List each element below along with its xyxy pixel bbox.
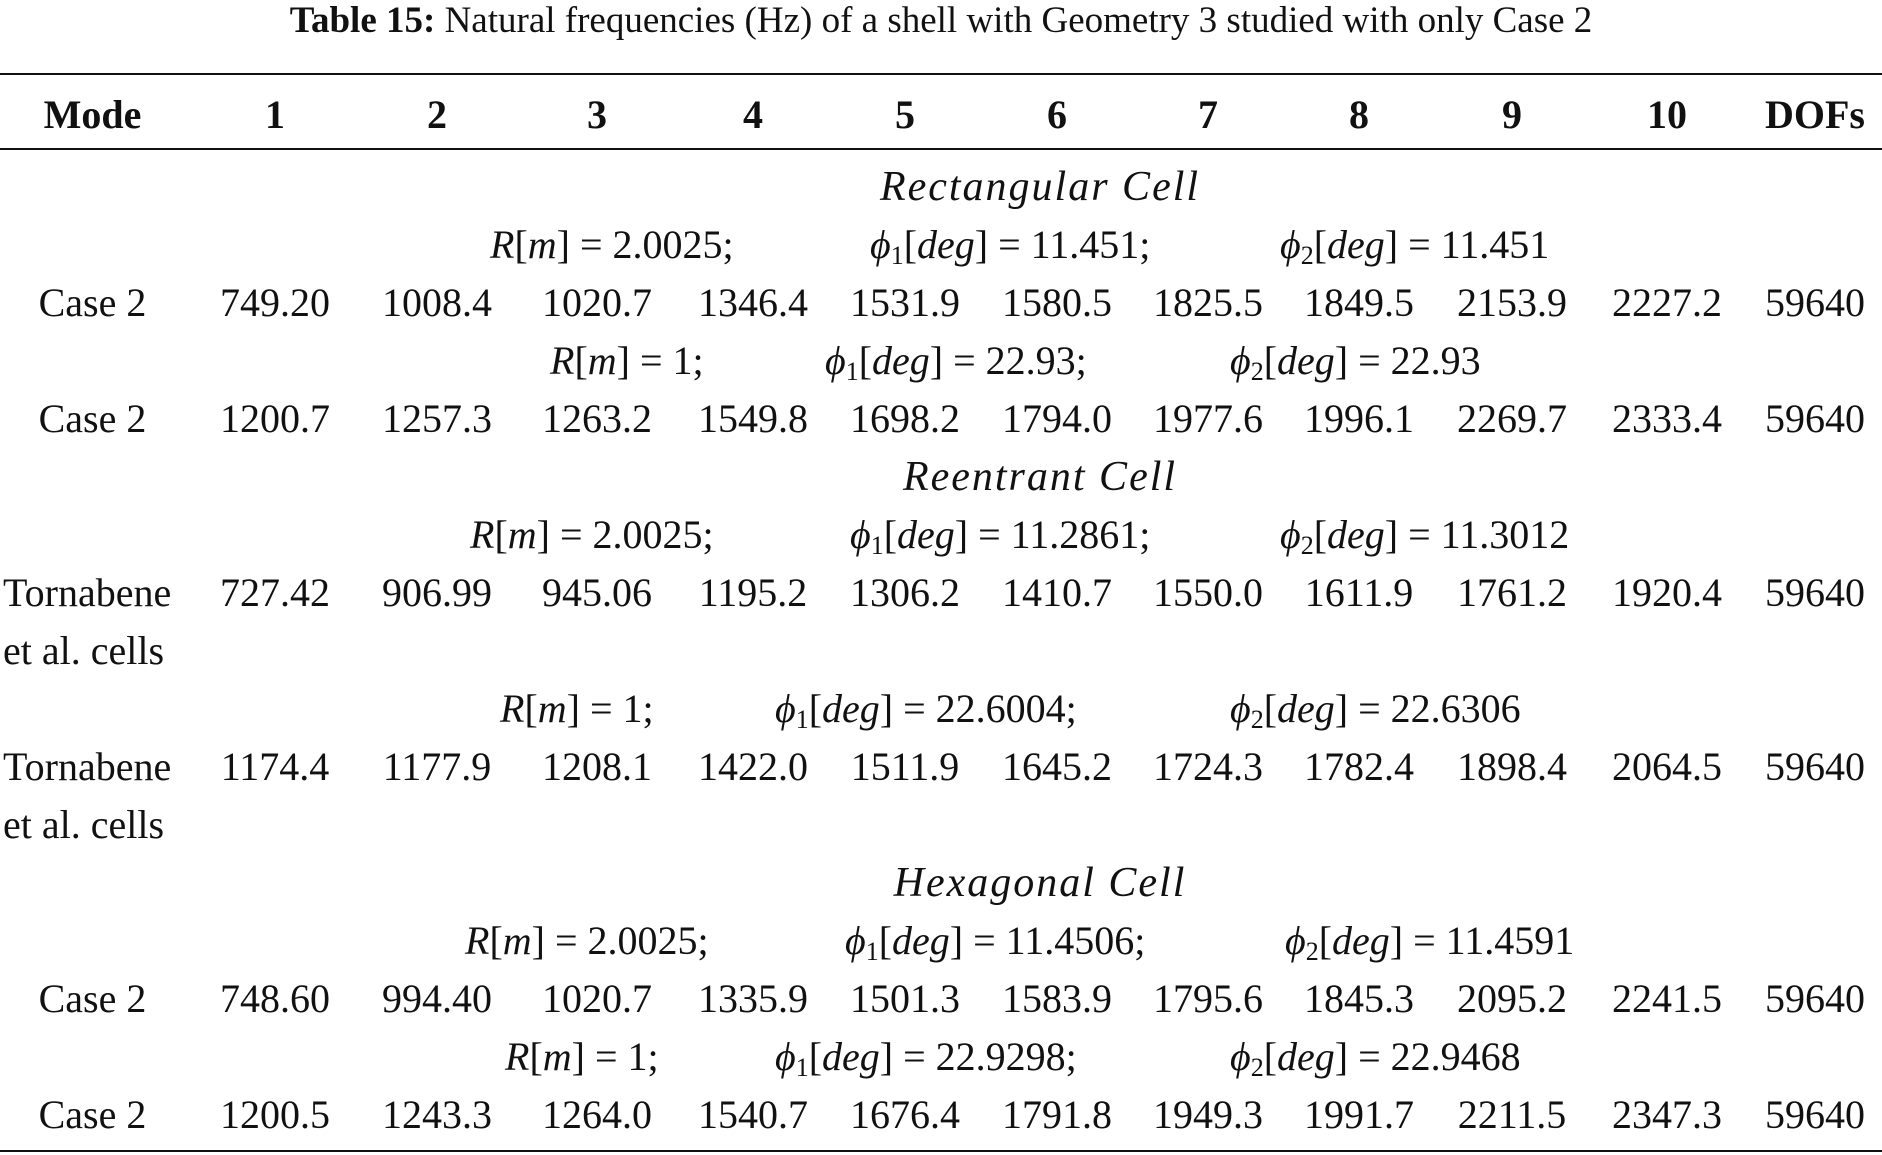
cell-mode-6: 1580.5 [1002, 280, 1112, 325]
header-mode-1: 1 [265, 92, 285, 137]
parameter-symbol-phi2: $\phi_2[deg]$ [1230, 1034, 1349, 1082]
parameter-phi1 [850, 510, 1150, 571]
cell-mode-9: 2153.9 [1457, 280, 1567, 325]
row-label-line: Tornabene [3, 744, 172, 789]
table-row [0, 1090, 1882, 1140]
parameter-R [505, 1032, 659, 1082]
parameter-value-phi1: = 22.93; [943, 338, 1087, 383]
header-mode: Mode [43, 92, 142, 137]
header-mode-9: 9 [1502, 92, 1522, 137]
cell-mode-7: 1977.6 [1153, 396, 1263, 441]
cell-mode-10: 2347.3 [1612, 1092, 1722, 1137]
parameter-value-phi1: = 22.9298; [893, 1034, 1077, 1079]
cell-mode-2: 1243.3 [382, 1092, 492, 1137]
cell-mode-2: 994.40 [382, 976, 492, 1021]
header-mode-2: 2 [427, 92, 447, 137]
parameter-phi1 [845, 916, 1145, 977]
parameter-symbol-phi2: $\phi_2[deg]$ [1230, 338, 1349, 386]
parameter-value-phi2: = 22.9468 [1348, 1034, 1521, 1079]
cell-mode-6: 1583.9 [1002, 976, 1112, 1021]
caption-text: Natural frequencies (Hz) of a shell with Geometry 3 studied with only Case 2 [444, 0, 1593, 41]
bottom-rule [0, 1150, 1882, 1152]
cell-mode-5: 1676.4 [850, 1092, 960, 1137]
parameter-phi1 [775, 1032, 1077, 1093]
row-label: Case 2 [38, 396, 147, 441]
header-row [0, 90, 1882, 140]
header-rule [0, 148, 1882, 150]
cell-mode-8: 1782.4 [1304, 744, 1414, 789]
parameter-R [550, 336, 704, 386]
caption-label: Table 15: [289, 0, 436, 41]
cell-mode-8: 1991.7 [1304, 1092, 1414, 1137]
cell-mode-5: 1306.2 [850, 570, 960, 615]
cell-mode-7: 1825.5 [1153, 280, 1263, 325]
cell-mode-10: 2227.2 [1612, 280, 1722, 325]
cell-mode-7: 1550.0 [1153, 570, 1263, 615]
cell-mode-3: 1263.2 [542, 396, 652, 441]
parameter-value-R: = 2.0025; [544, 918, 709, 963]
parameter-value-R: = 1; [629, 338, 704, 383]
header-mode-10: 10 [1647, 92, 1687, 137]
cell-dofs: 59640 [1765, 570, 1865, 615]
parameter-R [465, 916, 709, 966]
cell-mode-1: 748.60 [220, 976, 330, 1021]
parameter-symbol-R: R[m] [550, 338, 630, 383]
parameter-symbol-phi1: $\phi_1[deg]$ [775, 1034, 894, 1082]
parameter-value-phi1: = 11.451; [988, 222, 1151, 267]
row-label-line: Tornabene [3, 570, 172, 615]
parameter-value-phi2: = 11.4591 [1403, 918, 1575, 963]
section-title: Reentrant Cell [902, 454, 1178, 500]
cell-mode-5: 1531.9 [850, 280, 960, 325]
cell-mode-5: 1698.2 [850, 396, 960, 441]
header-mode-7: 7 [1198, 92, 1218, 137]
parameter-value-R: = 1; [579, 686, 654, 731]
cell-mode-2: 1008.4 [382, 280, 492, 325]
parameter-symbol-R: R[m] [505, 1034, 585, 1079]
cell-mode-4: 1335.9 [698, 976, 808, 1021]
cell-mode-8: 1845.3 [1304, 976, 1414, 1021]
table-row [0, 394, 1882, 444]
top-rule [0, 73, 1882, 75]
parameter-symbol-R: R[m] [465, 918, 545, 963]
header-mode-8: 8 [1349, 92, 1369, 137]
cell-mode-5: 1501.3 [850, 976, 960, 1021]
parameter-value-phi2: = 22.6306 [1348, 686, 1521, 731]
row-label-line: et al. cells [3, 628, 165, 673]
table-caption [0, 0, 1882, 42]
parameter-R [470, 510, 714, 560]
row-label: Case 2 [38, 280, 147, 325]
parameter-symbol-phi2: $\phi_2[deg]$ [1280, 222, 1399, 270]
cell-mode-4: 1549.8 [698, 396, 808, 441]
section-title: Hexagonal Cell [893, 860, 1187, 906]
cell-dofs: 59640 [1765, 1092, 1865, 1137]
cell-mode-9: 2211.5 [1457, 1092, 1567, 1137]
cell-mode-10: 2064.5 [1612, 744, 1722, 789]
cell-mode-6: 1791.8 [1002, 1092, 1112, 1137]
parameter-value-R: = 1; [584, 1034, 659, 1079]
cell-mode-10: 1920.4 [1612, 570, 1722, 615]
parameter-value-R: = 2.0025; [549, 512, 714, 557]
cell-dofs: 59640 [1765, 396, 1865, 441]
header-mode-4: 4 [743, 92, 763, 137]
cell-mode-1: 1200.5 [220, 1092, 330, 1137]
cell-mode-2: 1177.9 [382, 744, 492, 789]
cell-mode-2: 1257.3 [382, 396, 492, 441]
parameter-phi1 [825, 336, 1087, 397]
cell-mode-6: 1645.2 [1002, 744, 1112, 789]
header-mode-6: 6 [1047, 92, 1067, 137]
parameter-value-phi2: = 11.3012 [1398, 512, 1570, 557]
section-title: Rectangular Cell [879, 164, 1201, 210]
parameter-symbol-R: R[m] [470, 512, 550, 557]
cell-mode-7: 1949.3 [1153, 1092, 1263, 1137]
cell-mode-3: 1020.7 [542, 280, 652, 325]
row-label-line: et al. cells [3, 802, 165, 847]
table-row [0, 278, 1882, 328]
parameter-value-phi1: = 11.2861; [968, 512, 1151, 557]
row-label: Case 2 [38, 976, 147, 1021]
parameter-phi2 [1280, 510, 1569, 571]
parameter-phi2 [1230, 336, 1481, 397]
parameter-symbol-R: R[m] [500, 686, 580, 731]
parameter-R [490, 220, 734, 270]
table-row [0, 742, 1882, 847]
parameter-phi1 [775, 684, 1077, 745]
header-mode-5: 5 [895, 92, 915, 137]
cell-mode-9: 1898.4 [1457, 744, 1567, 789]
cell-mode-1: 1174.4 [220, 744, 330, 789]
parameter-value-R: = 2.0025; [569, 222, 734, 267]
parameter-symbol-phi2: $\phi_2[deg]$ [1230, 686, 1349, 734]
cell-mode-1: 749.20 [220, 280, 330, 325]
cell-mode-9: 1761.2 [1457, 570, 1567, 615]
cell-mode-10: 2241.5 [1612, 976, 1722, 1021]
parameter-symbol-phi1: $\phi_1[deg]$ [850, 512, 969, 560]
parameter-phi2 [1285, 916, 1574, 977]
header-dofs: DOFs [1765, 92, 1865, 137]
cell-mode-2: 906.99 [382, 570, 492, 615]
cell-mode-3: 1020.7 [542, 976, 652, 1021]
table-row [0, 974, 1882, 1024]
parameter-symbol-phi2: $\phi_2[deg]$ [1280, 512, 1399, 560]
parameter-R [500, 684, 654, 734]
cell-dofs: 59640 [1765, 976, 1865, 1021]
cell-mode-4: 1422.0 [698, 744, 808, 789]
cell-mode-4: 1346.4 [698, 280, 808, 325]
parameter-symbol-R: R[m] [490, 222, 570, 267]
cell-mode-3: 1264.0 [542, 1092, 652, 1137]
cell-mode-1: 1200.7 [220, 396, 330, 441]
table-row [0, 568, 1882, 673]
parameter-symbol-phi1: $\phi_1[deg]$ [775, 686, 894, 734]
parameter-phi2 [1280, 220, 1549, 281]
parameter-value-phi2: = 11.451 [1398, 222, 1550, 267]
cell-mode-7: 1724.3 [1153, 744, 1263, 789]
parameter-phi2 [1230, 1032, 1521, 1093]
parameter-symbol-phi1: $\phi_1[deg]$ [825, 338, 944, 386]
parameter-symbol-phi1: $\phi_1[deg]$ [845, 918, 964, 966]
parameter-phi1 [870, 220, 1150, 281]
cell-mode-1: 727.42 [220, 570, 330, 615]
cell-mode-10: 2333.4 [1612, 396, 1722, 441]
cell-mode-3: 945.06 [542, 570, 652, 615]
cell-mode-8: 1849.5 [1304, 280, 1414, 325]
cell-mode-8: 1611.9 [1304, 570, 1414, 615]
header-mode-3: 3 [587, 92, 607, 137]
cell-mode-4: 1540.7 [698, 1092, 808, 1137]
parameter-phi2 [1230, 684, 1521, 745]
cell-mode-5: 1511.9 [850, 744, 960, 789]
cell-mode-7: 1795.6 [1153, 976, 1263, 1021]
cell-mode-6: 1794.0 [1002, 396, 1112, 441]
parameter-symbol-phi2: $\phi_2[deg]$ [1285, 918, 1404, 966]
cell-mode-9: 2095.2 [1457, 976, 1567, 1021]
parameter-value-phi2: = 22.93 [1348, 338, 1481, 383]
cell-mode-8: 1996.1 [1304, 396, 1414, 441]
cell-dofs: 59640 [1765, 280, 1865, 325]
parameter-value-phi1: = 11.4506; [963, 918, 1146, 963]
row-label: Case 2 [38, 1092, 147, 1137]
cell-mode-9: 2269.7 [1457, 396, 1567, 441]
parameter-value-phi1: = 22.6004; [893, 686, 1077, 731]
cell-mode-3: 1208.1 [542, 744, 652, 789]
cell-dofs: 59640 [1765, 744, 1865, 789]
cell-mode-6: 1410.7 [1002, 570, 1112, 615]
cell-mode-4: 1195.2 [698, 570, 808, 615]
parameter-symbol-phi1: $\phi_1[deg]$ [870, 222, 989, 270]
